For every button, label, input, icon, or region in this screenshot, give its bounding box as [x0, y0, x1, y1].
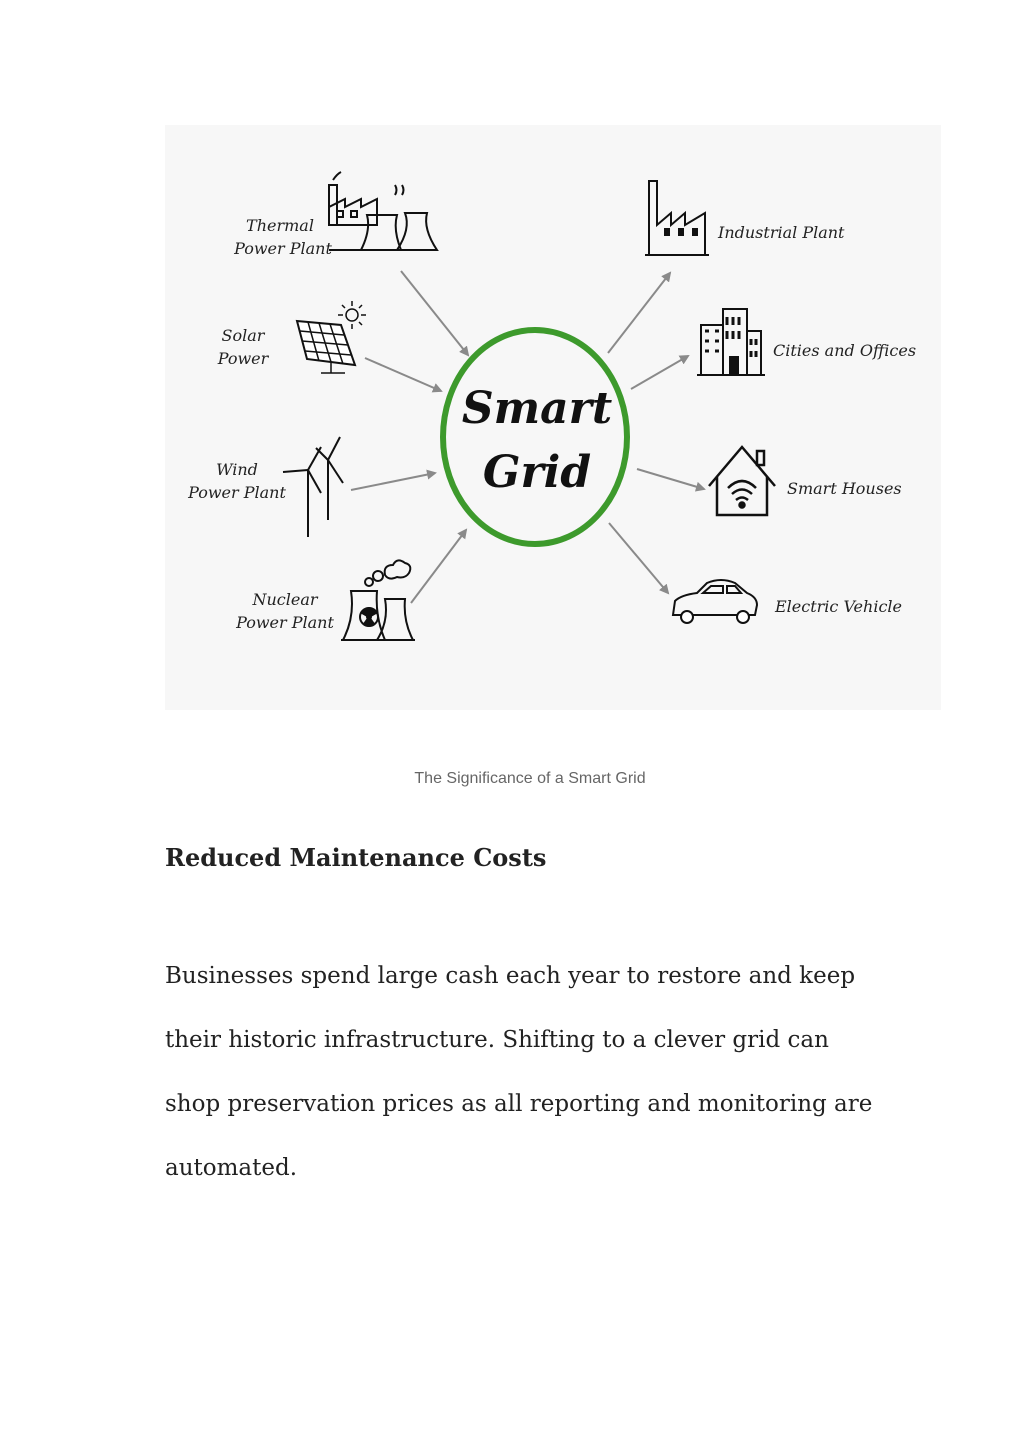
cities-label: Cities and Offices [773, 341, 917, 360]
factory-icon [645, 181, 709, 255]
industrial-label: Industrial Plant [718, 223, 845, 242]
car-icon [673, 580, 757, 623]
vehicle-label: Electric Vehicle [775, 597, 902, 616]
thermal-label-line1: Thermal [246, 216, 314, 235]
solar-label-line1: Solar [221, 326, 265, 345]
figure-caption: The Significance of a Smart Grid [414, 770, 646, 787]
nuclear-plant-icon [341, 560, 415, 640]
arrow-wind [351, 473, 435, 490]
paragraph-line: automated. [165, 1155, 298, 1181]
arrow-thermal [401, 271, 468, 355]
thermal-plant-icon [329, 172, 437, 250]
nuclear-label-line1: Nuclear [252, 590, 318, 609]
paragraph-line: Businesses spend large cash each year to restore and keep [165, 963, 856, 989]
center-title-line1: Smart [461, 383, 613, 434]
smart-house-icon [709, 447, 775, 515]
arrow-houses [637, 469, 704, 489]
outgoing-arrows [608, 273, 704, 593]
nuclear-label-line2: Power Plant [236, 613, 334, 632]
arrow-vehicle [609, 523, 668, 593]
solar-label-line2: Power [217, 349, 269, 368]
houses-label: Smart Houses [787, 479, 902, 498]
incoming-arrows [351, 271, 468, 603]
center-title-line2: Grid [482, 447, 592, 498]
arrow-solar [365, 358, 441, 391]
arrow-industrial [608, 273, 670, 353]
arrow-cities [631, 356, 688, 389]
thermal-label-line2: Power Plant [234, 239, 332, 258]
paragraph-line: shop preservation prices as all reporting and monitoring are [165, 1091, 873, 1117]
wind-label-line2: Power Plant [188, 483, 286, 502]
wind-turbine-icon [283, 437, 343, 537]
solar-panel-icon [297, 301, 366, 373]
smart-grid-ring [443, 330, 627, 544]
paragraph-line: their historic infrastructure. Shifting to a clever grid can [165, 1027, 829, 1053]
body-paragraph [165, 944, 873, 1200]
arrow-nuclear [411, 530, 466, 603]
office-building-icon [697, 309, 765, 375]
wind-label-line1: Wind [216, 460, 258, 479]
section-heading: Reduced Maintenance Costs [165, 843, 547, 872]
smart-grid-figure [165, 125, 941, 710]
